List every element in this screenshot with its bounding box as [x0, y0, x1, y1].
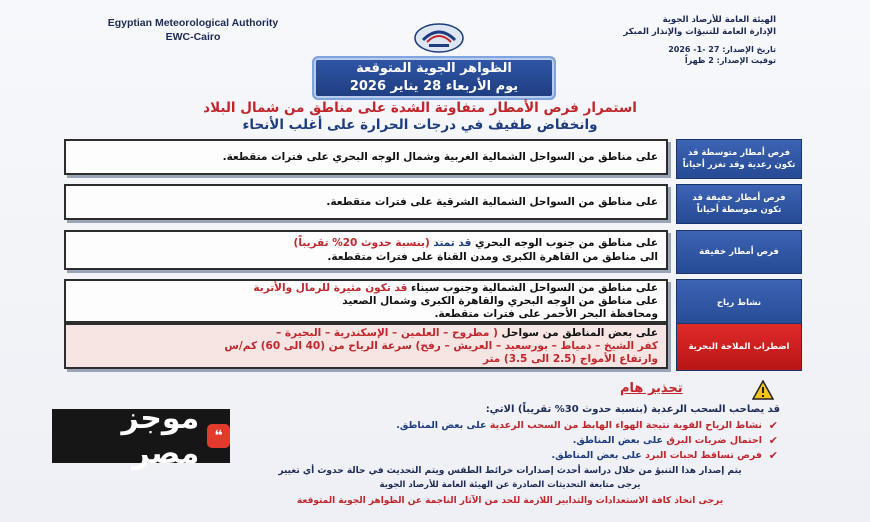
row-text-line-2: على مناطق من الوجه البحري والقاهرة الكبرى وشمال الصعيد	[342, 294, 658, 307]
row-text-line-2: الى مناطق من القاهرة الكبرى ومدن القناة على فترات متقطعة.	[327, 251, 658, 263]
row-text-plain: على مناطق من السواحل الشمالية وجنوب سيناء	[407, 281, 658, 294]
brand-name: موجز مصر	[121, 401, 200, 471]
warning-item	[230, 448, 778, 463]
authority-name-en: Egyptian Meteorological Authority	[107, 17, 279, 29]
phenomenon-row-light-rain	[64, 230, 802, 274]
warning-item	[230, 433, 778, 448]
footer-line-1: يتم إصدار هذا التنبؤ من خلال دراسة أحدث إصدارات خرائط الطقس ويتم التحديث في حالة حدوث أي تغيير	[278, 466, 742, 476]
phenomenon-row-moderate-rain	[64, 139, 802, 179]
chat-bubble-icon: ❝	[207, 424, 230, 448]
footer-line-3: يرجى اتخاذ كافة الاستعدادات والتدابير اللازمة للحد من الآثار الناجمة عن الظواهر الجوية المتوقعة	[296, 496, 724, 506]
issue-date: تاريخ الإصدار: 27 -1- 2026	[668, 45, 776, 54]
row-text-blue: قد تمتد	[429, 237, 472, 249]
row-content	[64, 139, 668, 175]
row-content	[64, 279, 668, 323]
row-content	[64, 184, 668, 220]
warning-item-plain: على بعض المناطق.	[396, 420, 490, 431]
phenomenon-row-light-moderate-rain	[64, 184, 802, 224]
check-icon: ✔	[768, 419, 778, 432]
row-text-red: (بنسبة حدوث 20% تقريباً)	[293, 237, 430, 249]
row-content	[64, 230, 668, 270]
row-text-line-1	[74, 327, 658, 340]
warning-item-red: نشاط الرياح القوية نتيجة الهواء الهابط من السحب الرعدية	[489, 420, 762, 431]
footer-line-2: يرجى متابعة التحديثات الصادرة عن الهيئة العامة للأرصاد الجوية	[379, 480, 641, 490]
row-text-line-3: ومحافظة البحر الأحمر على فترات متقطعة.	[434, 307, 658, 320]
bulletin-title-box	[312, 56, 556, 100]
row-text: على مناطق من السواحل الشمالية الغربية وشمال الوجه البحري على فترات متقطعة.	[222, 151, 658, 163]
warning-intro: قد يصاحب السحب الرعدية (بنسبة حدوث 30% تقريباً) الاتي:	[485, 404, 780, 415]
warning-item	[230, 418, 778, 433]
warning-item-red: احتمال ضربات البرق	[666, 435, 762, 446]
warning-item-plain: على بعض المناطق.	[551, 450, 646, 461]
row-text-line-2	[74, 340, 658, 353]
ema-logo-icon	[413, 18, 465, 54]
row-text-line-1	[74, 236, 658, 250]
row-label: فرص أمطار خفيفة	[676, 230, 802, 274]
row-text-red: ( مطروح – العلمين – الإسكندرية – البحيرة –	[275, 326, 498, 339]
row-text-line-3: وارتفاع الأمواج (2.5 الى 3.5) متر	[482, 352, 658, 365]
headline	[150, 100, 690, 134]
check-icon: ✔	[768, 434, 778, 447]
brand-badge	[52, 401, 230, 471]
warning-item-red: فرص تساقط لحبات البرد	[645, 450, 762, 461]
row-text-red: كفر الشيخ – دمياط – بورسعيد – العريش – رفح)	[415, 339, 658, 352]
department-name-ar: الإدارة العامة للتنبؤات والإنذار المبكر	[623, 27, 776, 37]
issue-info	[576, 44, 776, 66]
phenomenon-row-marine-disturbance	[64, 323, 802, 371]
bulletin-title: الظواهر الجوية المتوقعة	[356, 61, 512, 76]
center-name-en: EWC-Cairo	[165, 31, 221, 43]
phenomenon-row-wind-activity	[64, 279, 802, 327]
warning-item-plain: على بعض المناطق.	[572, 435, 667, 446]
row-text-line-1	[74, 282, 658, 295]
row-content	[64, 323, 668, 369]
row-text-plain: على مناطق من جنوب الوجه البحري	[471, 237, 658, 249]
row-text: على مناطق من السواحل الشمالية الشرقية على فترات متقطعة.	[326, 196, 658, 208]
header-english	[88, 16, 298, 44]
issue-time: توقيت الإصدار: 2 ظهراً	[684, 56, 776, 65]
headline-line-1: استمرار فرص الأمطار متفاوتة الشدة على مناطق من شمال البلاد	[203, 100, 637, 116]
row-label: فرص أمطار خفيفة قد تكون متوسطة أحياناً	[676, 184, 802, 224]
bulletin-date: يوم الأربعاء 28 يناير 2026	[349, 79, 519, 94]
warning-triangle-icon	[752, 380, 774, 400]
row-label: اضطراب الملاحة البحرية	[676, 323, 802, 371]
row-text-wind-speed: سرعة الرياح من (40 الى 60) كم/س	[224, 339, 416, 352]
check-icon: ✔	[768, 449, 778, 462]
row-label: فرص أمطار متوسطة قد تكون رعدية وقد تغزر أحياناً	[676, 139, 802, 179]
row-label: نشاط رياح	[676, 279, 802, 327]
header-arabic	[526, 14, 776, 38]
row-text-plain: على بعض المناطق من سواحل	[497, 326, 658, 339]
warning-title: تحذير هام	[620, 381, 683, 396]
warning-list	[230, 418, 778, 463]
headline-line-2: وانخفاض طفيف في درجات الحرارة على أغلب الأنحاء	[242, 117, 598, 133]
authority-name-ar: الهيئة العامة للأرصاد الجوية	[662, 15, 776, 25]
row-text-red: قد تكون مثيرة للرمال والأتربة	[253, 281, 408, 294]
